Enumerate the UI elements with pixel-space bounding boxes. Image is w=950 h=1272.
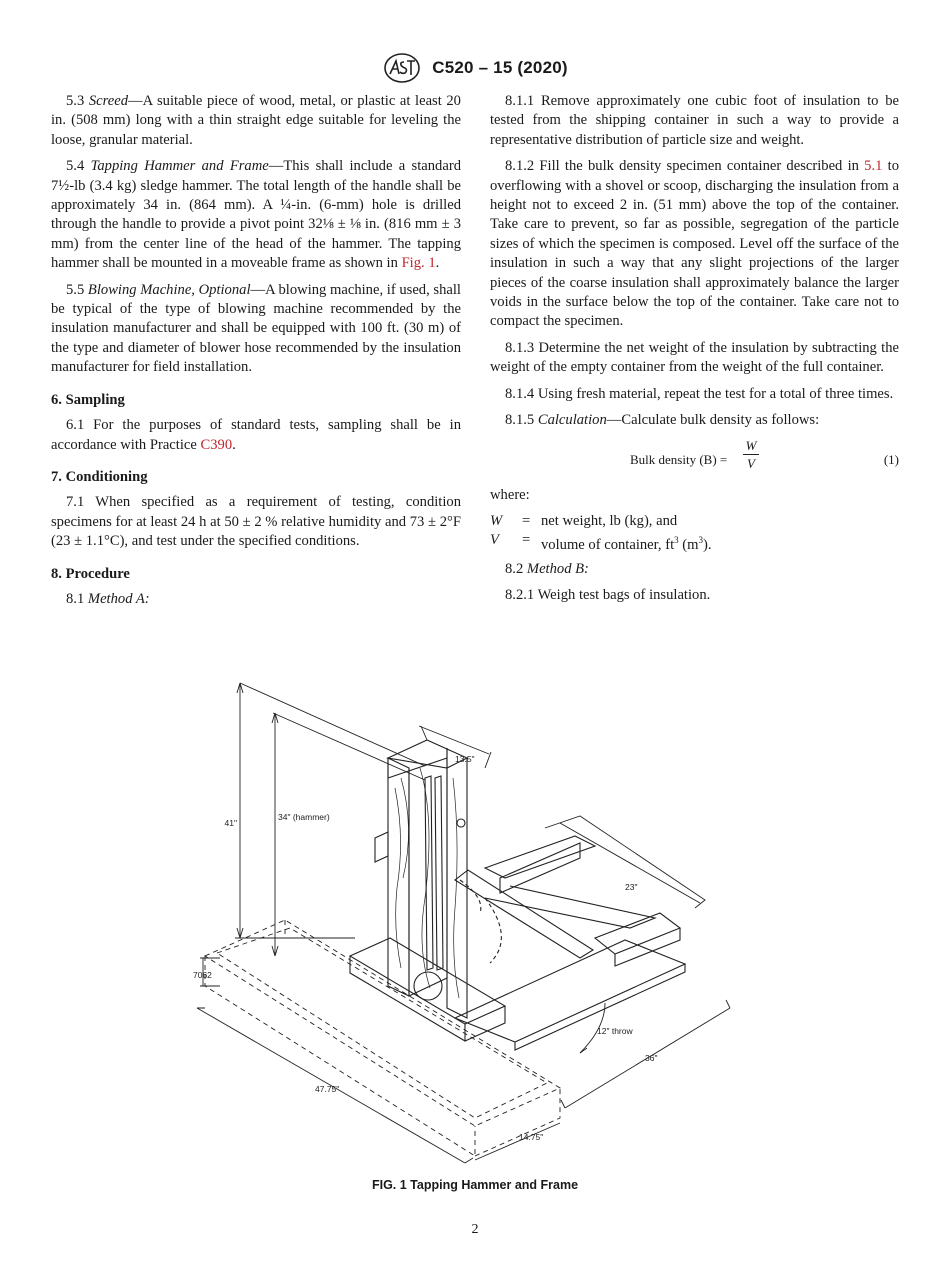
section-8-1: 8.1 Method A: bbox=[66, 590, 150, 607]
fraction-bar bbox=[743, 454, 759, 455]
section-5-3: 5.3 Screed—A suitable piece of wood, metal, or plastic at least 20 in. (508 mm) long with a thin straight edge suitable for leveling the loose, granular material. bbox=[51, 93, 461, 148]
pivot-point bbox=[457, 819, 465, 827]
dim-7062: 7062 bbox=[193, 970, 212, 980]
dim-23: 23" bbox=[625, 882, 638, 892]
heading-sampling: 6. Sampling bbox=[51, 391, 125, 408]
figure-1-drawing bbox=[185, 668, 765, 1168]
equation-numerator: W bbox=[745, 437, 757, 453]
dim-13-5: 13.5" bbox=[455, 754, 475, 764]
diagonal-brace bbox=[455, 870, 593, 958]
runner-upper bbox=[485, 836, 595, 878]
right-column bbox=[490, 92, 899, 613]
section-5-4: 5.4 Tapping Hammer and Frame—This shall include a standard 7½-lb (3.4 kg) sledge hammer. The total length of the handle shall be approximately 34 in. (864 mm). A ¼-in. (6-mm) hole is drilled through the handle to provide a pivot point 32⅛ ± ⅛ in. (816 mm ± 3 mm) from the center line of the head of the hammer. The tapping hammer shall be mounted in a moveable frame as shown in Fig. 1. bbox=[51, 158, 461, 272]
fig-1-link[interactable]: Fig. 1 bbox=[401, 255, 436, 272]
equation-number: (1) bbox=[883, 451, 899, 467]
tapping-hammer-frame-illustration bbox=[185, 668, 765, 1168]
section-5-1-link[interactable]: 5.1 bbox=[864, 158, 883, 175]
document-designation: C520 – 15 (2020) bbox=[432, 58, 568, 77]
section-8-1-3: 8.1.3 Determine the net weight of the insulation by subtracting the weight of the empty container from the weight of the full container. bbox=[490, 339, 899, 376]
section-8-2: 8.2 Method B: bbox=[505, 560, 589, 577]
dim-14-75: 14.75" bbox=[519, 1132, 544, 1142]
equation-fraction bbox=[743, 438, 759, 471]
figure-caption: FIG. 1 Tapping Hammer and Frame bbox=[371, 1178, 579, 1192]
variable-row: W = net weight, lb (kg), and bbox=[490, 512, 678, 529]
hammer-handle bbox=[425, 776, 433, 970]
section-8-2-1: 8.2.1 Weigh test bags of insulation. bbox=[505, 587, 711, 604]
cross-board bbox=[595, 913, 680, 954]
section-6-1: 6.1 For the purposes of standard tests, sampling shall be in accordance with Practice C390. bbox=[51, 417, 461, 453]
runner-lower bbox=[455, 940, 685, 1042]
variable-row: V = volume of container, $ft^3$ $(m^3)$. bbox=[490, 531, 712, 553]
page-header bbox=[0, 52, 950, 84]
section-8-1-2: 8.1.2 Fill the bulk density specimen container described in 5.1 to overflowing with a shovel or scoop, discharging the insulation from a height not to exceed 2 in. (51 mm) above the top of the container. Take care to prevent, so far as possible, segregation of the particle sizes of which the specimen is composed. Level off the surface of the insulation in such a way that any slight projections of the larger pieces of the coarse insulation shall approximately balance the larger voids in the surface below the top of the container. Take care not to compact the specimen. bbox=[490, 158, 900, 330]
bulk-density-equation bbox=[490, 438, 899, 480]
page-number: 2 bbox=[471, 1222, 479, 1237]
heading-conditioning: 7. Conditioning bbox=[51, 468, 148, 485]
dim-47-75: 47.75" bbox=[315, 1084, 340, 1094]
section-8-1-4: 8.1.4 Using fresh material, repeat the test for a total of three times. bbox=[505, 385, 894, 402]
equation-lhs: Bulk density (B) = bbox=[630, 451, 728, 467]
specimen-box-dashed bbox=[205, 920, 560, 1156]
astm-logo-icon bbox=[382, 52, 422, 84]
section-8-1-5: 8.1.5 Calculation—Calculate bulk density as follows: bbox=[505, 412, 820, 429]
section-5-5: 5.5 Blowing Machine, Optional—A blowing machine, if used, shall be typical of the type of blowing machine recommended by the insulation manufacturer and shall be equipped with 100 ft. (30 m) of the type and diameter of blower hose recommended by the insulation manufacturer for field installation. bbox=[51, 281, 461, 376]
c390-link[interactable]: C390 bbox=[200, 436, 233, 453]
hammer-head bbox=[414, 972, 442, 1000]
heading-procedure: 8. Procedure bbox=[51, 565, 130, 582]
dim-41: 41" bbox=[224, 818, 237, 828]
equation-denominator: V bbox=[747, 455, 755, 471]
section-8-1-1: 8.1.1 Remove approximately one cubic foot of insulation to be tested from the shipping container in such a way to provide a representative distribution of particle size and weight. bbox=[490, 93, 899, 148]
dim-34-hammer: 34" (hammer) bbox=[278, 812, 330, 822]
dim-36: 36" bbox=[645, 1053, 658, 1063]
section-7-1: 7.1 When specified as a requirement of testing, condition specimens for at least 24 h at 50 ± 2 % relative humidity and 73 ± 2°F (23 ± 1.1°C), and test under the specified conditions. bbox=[51, 494, 461, 550]
where-label: where: bbox=[490, 486, 530, 503]
dim-12-throw: 12" throw bbox=[597, 1026, 633, 1036]
left-column bbox=[51, 92, 461, 616]
